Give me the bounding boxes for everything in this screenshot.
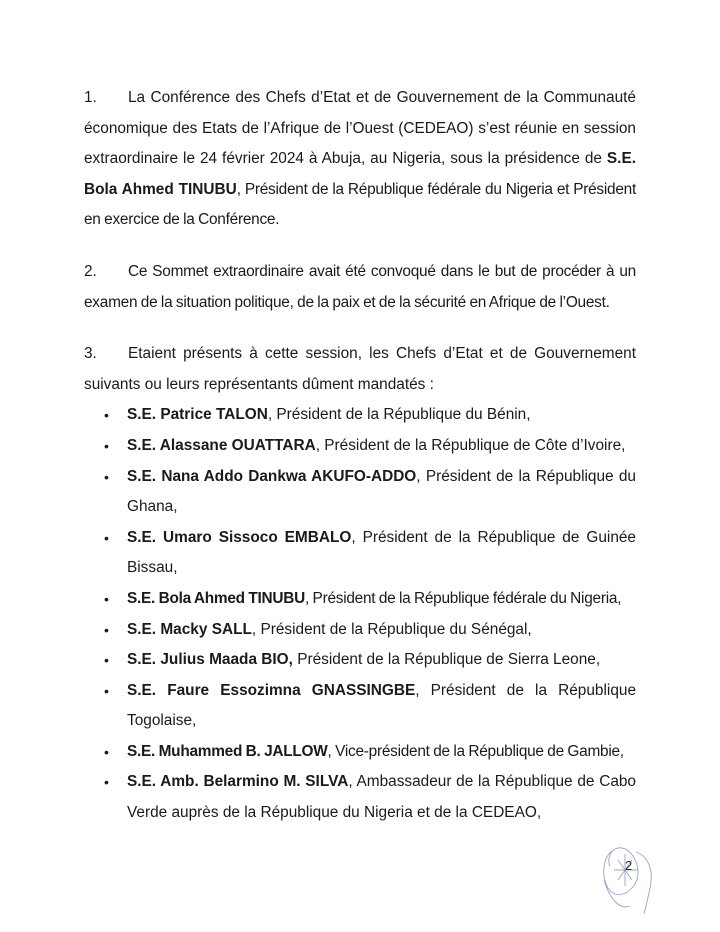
bullet-icon: • <box>104 590 109 607</box>
list-item <box>84 400 636 431</box>
paragraph-number: 3. <box>84 345 97 363</box>
bullet-icon: • <box>104 621 109 638</box>
paragraph-text: , Président de la République fédérale du Nigeria et Président en exercice de la Conférence. <box>84 180 636 229</box>
chair-name: S.E. Bola Ahmed TINUBU <box>84 150 636 198</box>
list-item <box>84 737 636 768</box>
attendee-title: , Président de la République de Côte d’Ivoire, <box>315 436 626 454</box>
list-item <box>84 767 636 828</box>
attendee-list <box>84 400 636 828</box>
attendee-title: , Président de la République Togolaise, <box>127 681 637 730</box>
list-item <box>84 523 636 584</box>
bullet-icon: • <box>104 652 109 669</box>
bullet-icon: • <box>104 743 109 760</box>
paragraph-1 <box>84 83 636 236</box>
list-item <box>84 676 636 737</box>
attendee-name: S.E. Nana Addo Dankwa AKUFO-ADDO <box>127 467 417 485</box>
attendee-title: , Président de la République fédérale du Nigeria, <box>305 589 622 607</box>
paragraph-text: Ce Sommet extraordinaire avait été convoqué dans le but de procéder à un examen de la situation politique, de la paix et de la sécurité en Afrique de l’Ouest. <box>84 262 636 311</box>
paragraph-text: Etaient présents à cette session, les Chefs d’Etat et de Gouvernement suivants ou leurs représentants dûment mandatés : <box>84 345 636 393</box>
attendee-name: S.E. Faure Essozimna GNASSINGBE <box>127 681 416 699</box>
bullet-icon: • <box>104 437 109 454</box>
list-item <box>84 615 636 646</box>
signature-scribble-icon <box>596 840 666 920</box>
bullet-icon: • <box>104 407 109 424</box>
document-page <box>84 83 636 829</box>
paragraph-3 <box>84 339 636 400</box>
attendee-name: S.E. Alassane OUATTARA <box>127 436 316 454</box>
attendee-name: S.E. Patrice TALON <box>127 406 268 424</box>
list-item <box>84 584 636 615</box>
attendee-title: , Président de la République du Bénin, <box>267 406 531 424</box>
attendee-title: , Président de la République du Sénégal, <box>251 620 532 638</box>
bullet-icon: • <box>104 529 109 546</box>
attendee-title: , Ambassadeur de la République de Cabo Verde auprès de la République du Nigeria et de la CEDEAO, <box>127 773 636 822</box>
attendee-title: , Président de la République du Ghana, <box>127 467 636 516</box>
attendee-name: S.E. Julius Maada BIO, <box>127 651 293 669</box>
list-item <box>84 645 636 676</box>
attendee-title: Président de la République de Sierra Leone, <box>292 651 601 669</box>
paragraph-number: 1. <box>84 89 97 106</box>
attendee-title: , Vice-président de la République de Gambie, <box>327 742 624 760</box>
attendee-name: S.E. Amb. Belarmino M. SILVA <box>127 773 349 791</box>
bullet-icon: • <box>104 682 109 699</box>
list-item <box>84 462 636 523</box>
list-item <box>84 431 636 462</box>
bullet-icon: • <box>104 774 109 791</box>
paragraph-2 <box>84 257 636 318</box>
attendee-name: S.E. Macky SALL <box>127 620 252 638</box>
paragraph-text: La Conférence des Chefs d’Etat et de Gouvernement de la Communauté économique des Etats de l’Afrique de l’Ouest (CEDEAO) s’est réunie en session extraordinaire le 24 février 2024 à Abuja, au Nigeria, sous la présidence de <box>84 89 636 168</box>
attendee-name: S.E. Bola Ahmed TINUBU <box>127 589 305 607</box>
attendee-name: S.E. Muhammed B. JALLOW <box>127 742 328 760</box>
attendee-title: , Président de la République de Guinée Bissau, <box>127 528 636 577</box>
bullet-icon: • <box>104 468 109 485</box>
paragraph-number: 2. <box>84 262 97 280</box>
page-number: 2 <box>625 858 633 873</box>
attendee-name: S.E. Umaro Sissoco EMBALO <box>127 528 352 546</box>
